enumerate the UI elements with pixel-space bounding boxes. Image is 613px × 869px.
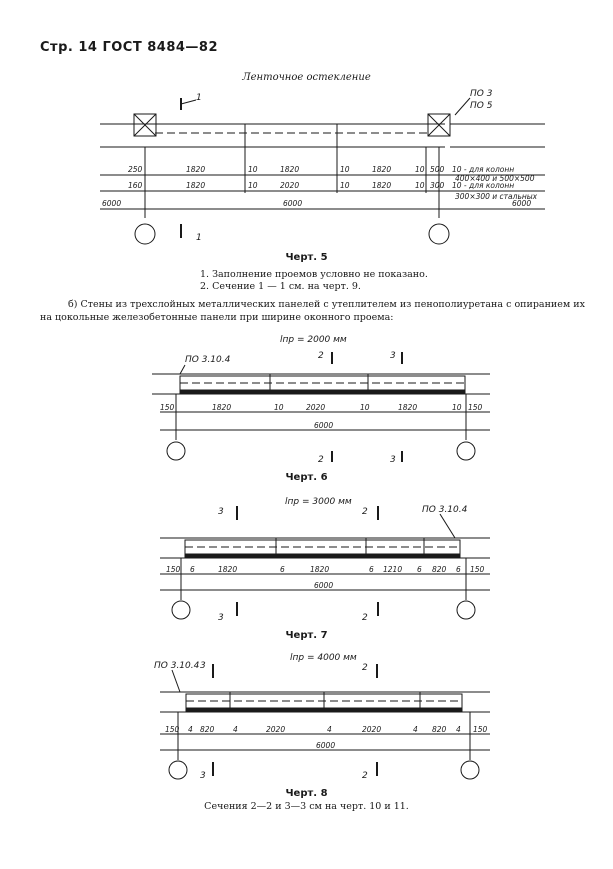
d7-dim-4: 1820 xyxy=(310,565,330,574)
d7-dim-1: 6 xyxy=(190,565,195,574)
d7-dim-9: 6 xyxy=(456,565,461,574)
d8-dim-6: 2020 xyxy=(362,725,382,734)
d7-dim-0: 150 xyxy=(166,565,181,574)
d6-dim-5: 1820 xyxy=(398,403,418,412)
d5-left-dim: 6000 xyxy=(102,199,122,208)
caption-7: Черт. 7 xyxy=(285,630,328,641)
d8-dim-4: 2020 xyxy=(266,725,286,734)
d5-note1: 10 - для колонн xyxy=(452,165,515,174)
d6-cut2-bottom: 2 xyxy=(318,455,324,465)
d5-r1-1: 1820 xyxy=(186,165,206,174)
note-1: 1. Заполнение проемов условно не показано. xyxy=(200,269,428,280)
d8-dim-2: 820 xyxy=(200,725,215,734)
d6-dim-4: 10 xyxy=(360,403,370,412)
d6-dim-3: 2020 xyxy=(306,403,326,412)
d5-note4: 300×300 и стальных xyxy=(455,192,538,201)
d7-dim-7: 6 xyxy=(417,565,422,574)
d7-dim-8: 820 xyxy=(432,565,447,574)
d5-r2-6: 10 xyxy=(415,181,425,190)
d6-label: ПО 3.10.4 xyxy=(185,355,231,365)
d8-label: ПО 3.10.4 xyxy=(154,661,200,671)
d6-dim-2: 10 xyxy=(274,403,284,412)
d8-cut3-bottom: 3 xyxy=(200,771,206,781)
d6-dim-6: 10 xyxy=(452,403,462,412)
d8-dim-9: 4 xyxy=(456,725,461,734)
d8-dim-7: 4 xyxy=(413,725,418,734)
d7-dim-5: 6 xyxy=(369,565,374,574)
d6-dim-0: 150 xyxy=(160,403,175,412)
d6-overall: 6000 xyxy=(314,421,334,430)
d7-dim-6: 1210 xyxy=(383,565,403,574)
d8-dim-8: 820 xyxy=(432,725,447,734)
d5-r2-5: 1820 xyxy=(372,181,392,190)
d6-title: lпр = 2000 мм xyxy=(280,335,347,345)
d5-r2-1: 1820 xyxy=(186,181,206,190)
d7-title: lпр = 3000 мм xyxy=(285,497,352,507)
d5-label-po5: ПО 5 xyxy=(470,101,493,111)
d5-r2-3: 2020 xyxy=(280,181,300,190)
d5-right-dim: 6000 xyxy=(512,199,532,208)
d5-note2: 400×400 и 500×500 xyxy=(455,174,535,183)
d6-dim-7: 150 xyxy=(468,403,483,412)
d5-label-po3: ПО 3 xyxy=(470,89,493,99)
d5-r2-4: 10 xyxy=(340,181,350,190)
d5-r1-2: 10 xyxy=(248,165,258,174)
d5-r2-7: 300 xyxy=(430,181,445,190)
d5-section-mark-top: 1 xyxy=(196,93,202,103)
drawing-8 xyxy=(0,648,613,783)
d8-cut2-bottom: 2 xyxy=(362,771,368,781)
drawing-5 xyxy=(0,88,613,258)
d8-overall: 6000 xyxy=(316,741,336,750)
d7-cut3-bottom: 3 xyxy=(218,613,224,623)
d7-dim-3: 6 xyxy=(280,565,285,574)
d8-dim-3: 4 xyxy=(233,725,238,734)
d8-dim-1: 4 xyxy=(188,725,193,734)
d5-r2-2: 10 xyxy=(248,181,258,190)
note-2: 2. Сечение 1 — 1 см. на черт. 9. xyxy=(200,281,361,292)
page-header: Стр. 14 ГОСТ 8484—82 xyxy=(40,40,219,55)
d6-cut2-top: 2 xyxy=(318,351,324,361)
d8-cut2-top: 2 xyxy=(362,663,368,673)
d5-section-mark-bottom: 1 xyxy=(196,233,202,243)
d7-dim-10: 150 xyxy=(470,565,485,574)
paragraph-b: б) Стены из трехслойных металлических панелей с утеплителем из пенополиуретана с опиранием их на цокольные железобетонные панели при ширине оконного проема: xyxy=(40,299,585,323)
d8-title: lпр = 4000 мм xyxy=(290,653,357,663)
d8-cut3-top: 3 xyxy=(200,661,206,671)
d5-r1-4: 10 xyxy=(340,165,350,174)
d7-dim-2: 1820 xyxy=(218,565,238,574)
d5-overall: 6000 xyxy=(283,199,303,208)
drawing-7 xyxy=(0,490,613,623)
d5-r1-7: 500 xyxy=(430,165,445,174)
d8-dim-10: 150 xyxy=(473,725,488,734)
footer-note: Сечения 2—2 и 3—3 см на черт. 10 и 11. xyxy=(204,801,409,812)
d6-cut3-bottom: 3 xyxy=(390,455,396,465)
d8-dim-0: 150 xyxy=(165,725,180,734)
d5-note3: 10 - для колонн xyxy=(452,181,515,190)
d7-overall: 6000 xyxy=(314,581,334,590)
d7-cut2-top: 2 xyxy=(362,507,368,517)
caption-8: Черт. 8 xyxy=(285,788,328,799)
d5-r1-3: 1820 xyxy=(280,165,300,174)
d6-cut3-top: 3 xyxy=(390,351,396,361)
d7-label: ПО 3.10.4 xyxy=(422,505,468,515)
d5-r2-0: 160 xyxy=(128,181,143,190)
d7-cut2-bottom: 2 xyxy=(362,613,368,623)
d8-dim-5: 4 xyxy=(327,725,332,734)
drawing-6 xyxy=(0,330,613,465)
d5-r1-6: 10 xyxy=(415,165,425,174)
d5-r1-5: 1820 xyxy=(372,165,392,174)
d6-dim-1: 1820 xyxy=(212,403,232,412)
d7-cut3-top: 3 xyxy=(218,507,224,517)
d5-r1-0: 250 xyxy=(128,165,143,174)
caption-6: Черт. 6 xyxy=(285,472,328,483)
caption-5: Черт. 5 xyxy=(285,252,328,263)
section-title: Ленточное остекление xyxy=(242,72,371,83)
